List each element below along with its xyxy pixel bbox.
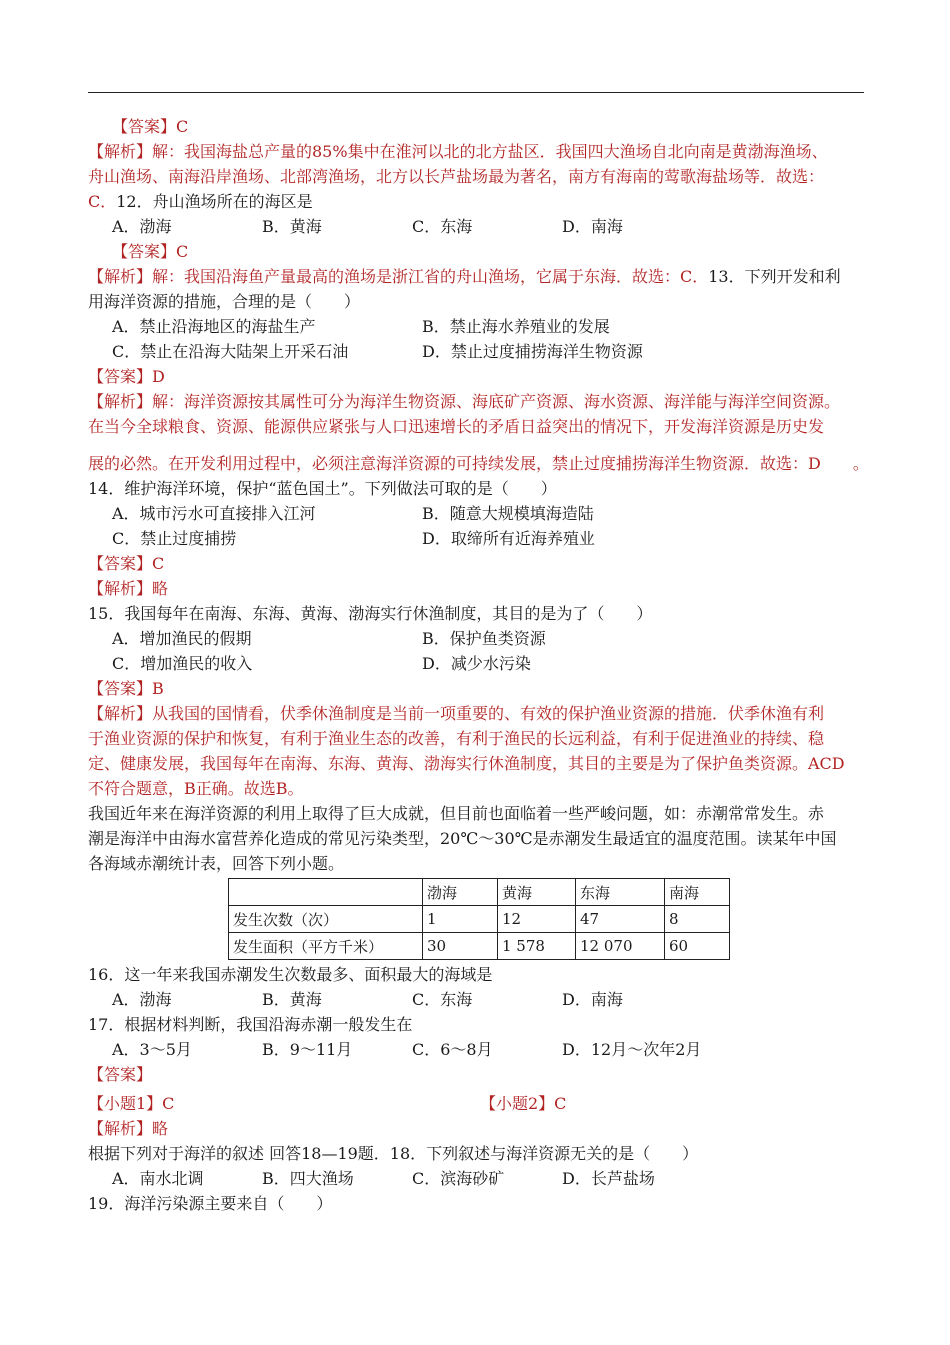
q18-stem: 根据下列对于海洋的叙述 回答18—19题．18．下列叙述与海洋资源无关的是（ ）	[88, 1144, 699, 1163]
q15-analysis-line-3: 定、健康发展，我国每年在南海、东海、黄海、渤海实行休渔制度，其目的主要是为了保护鱼类资源。ACD	[88, 754, 845, 773]
q11-analysis-line-2: 舟山渔场、南海沿岸渔场、北部湾渔场，北方以长芦盐场最为著名，南方有海南的莺歌海盐场等．故选：	[88, 167, 825, 186]
q18-options	[88, 1166, 868, 1191]
q14-option-c: C．禁止过度捕捞	[112, 529, 237, 548]
q12-option-b: B．黄海	[262, 217, 322, 236]
q14-option-d: D．取缔所有近海养殖业	[422, 529, 595, 548]
q12-option-a: A．渤海	[112, 217, 172, 236]
q18-option-c: C．滨海砂矿	[412, 1169, 505, 1188]
q13-analysis-line-2: 在当今全球粮食、资源、能源供应紧张与人口迅速增长的矛盾日益突出的情况下，开发海洋资源是历史发	[88, 417, 825, 436]
q12-analysis: 【解析】解：我国沿海鱼产量最高的渔场是浙江省的舟山渔场，它属于东海．故选：C．	[88, 267, 709, 286]
table-header-row	[229, 879, 730, 906]
q14-option-a: A．城市污水可直接排入江河	[112, 504, 316, 523]
table-header-cell	[229, 879, 423, 906]
table-cell: 12	[498, 906, 576, 933]
q17-sub-answers	[88, 1091, 868, 1116]
q15-options-row-2	[88, 651, 868, 676]
q13-option-a: A．禁止沿海地区的海盐生产	[112, 317, 316, 336]
q18-option-b: B．四大渔场	[262, 1169, 354, 1188]
q11-answer: 【答案】C	[112, 117, 189, 136]
q17-option-b: B．9～11月	[262, 1040, 353, 1059]
red-tide-table	[228, 878, 730, 960]
q17-option-d: D．12月～次年2月	[562, 1040, 702, 1059]
q13-option-c: C．禁止在沿海大陆架上开采石油	[112, 342, 349, 361]
q13-option-d: D．禁止过度捕捞海洋生物资源	[422, 342, 643, 361]
q15-analysis-line-2: 于渔业资源的保护和恢复，有利于渔业生态的改善，有利于渔民的长远利益，有利于促进渔业的持续、稳	[88, 729, 825, 748]
q12-option-d: D．南海	[562, 217, 623, 236]
q12-answer: 【答案】C	[112, 242, 189, 261]
q13-options-row-1	[88, 314, 868, 339]
sub-answer-1: 【小题1】C	[88, 1094, 175, 1113]
q14-options-row-1	[88, 501, 868, 526]
q15-option-b: B．保护鱼类资源	[422, 629, 546, 648]
q15-analysis-line-4: 不符合题意，B正确。故选B。	[88, 779, 304, 798]
q13-analysis-line-3: 展的必然。在开发利用过程中，必须注意海洋资源的可持续发展，禁止过度捕捞海洋生物资源．故选：D 。	[88, 454, 869, 473]
q14-stem: 14．维护海洋环境，保护“蓝色国土”。下列做法可取的是（ ）	[88, 479, 557, 498]
q17-stem: 17．根据材料判断，我国沿海赤潮一般发生在	[88, 1015, 413, 1034]
table-header-cell: 南海	[665, 879, 730, 906]
q17-option-a: A．3～5月	[112, 1040, 192, 1059]
table-row	[229, 906, 730, 933]
q12-option-c: C．东海	[412, 217, 473, 236]
q16-option-c: C．东海	[412, 990, 473, 1009]
sub-answer-2: 【小题2】C	[480, 1094, 567, 1113]
q15-option-a: A．增加渔民的假期	[112, 629, 252, 648]
q16-options	[88, 987, 868, 1012]
material-line-3: 各海域赤潮统计表，回答下列小题。	[88, 854, 345, 873]
q17-options	[88, 1037, 868, 1062]
q16-option-a: A．渤海	[112, 990, 172, 1009]
q12-stem: 12．舟山渔场所在的海区是	[116, 192, 313, 211]
q17-option-c: C．6～8月	[412, 1040, 493, 1059]
material-line-2: 潮是海洋中由海水富营养化造成的常见污染类型，20℃～30℃是赤潮发生最适宜的温度范围。读某年中国	[88, 829, 837, 848]
q15-option-d: D．减少水污染	[422, 654, 531, 673]
q13-options-row-2	[88, 339, 868, 364]
q14-analysis: 【解析】略	[88, 579, 169, 598]
q14-option-b: B．随意大规模填海造陆	[422, 504, 594, 523]
table-cell: 发生次数（次）	[229, 906, 423, 933]
header-rule	[88, 92, 864, 93]
q18-option-a: A．南水北调	[112, 1169, 204, 1188]
table-cell: 8	[665, 906, 730, 933]
q13-answer: 【答案】D	[88, 367, 165, 386]
q14-options-row-2	[88, 526, 868, 551]
q13-stem-start: 13．下列开发和利	[708, 267, 841, 286]
table-cell: 1 578	[498, 933, 576, 960]
q19-stem: 19．海洋污染源主要来自（ ）	[88, 1194, 333, 1213]
q13-option-b: B．禁止海水养殖业的发展	[422, 317, 610, 336]
q16-stem: 16．这一年来我国赤潮发生次数最多、面积最大的海域是	[88, 965, 493, 984]
table-cell: 1	[423, 906, 498, 933]
q16-option-b: B．黄海	[262, 990, 322, 1009]
q15-analysis-line-1: 【解析】从我国的国情看，伏季休渔制度是当前一项重要的、有效的保护渔业资源的措施．伏季休渔有利	[88, 704, 825, 723]
q14-answer: 【答案】C	[88, 554, 165, 573]
q11-analysis-line-1: 【解析】解：我国海盐总产量的85%集中在淮河以北的北方盐区．我国四大渔场自北向南是黄渤海渔场、	[88, 142, 828, 161]
q16-option-d: D．南海	[562, 990, 623, 1009]
q11-analysis-tail: C．	[88, 192, 117, 211]
table-row	[229, 933, 730, 960]
q13-stem-end: 用海洋资源的措施，合理的是（ ）	[88, 292, 361, 311]
q18-option-d: D．长芦盐场	[562, 1169, 655, 1188]
q12-options	[88, 214, 868, 239]
q15-answer: 【答案】B	[88, 679, 164, 698]
table-cell: 60	[665, 933, 730, 960]
table-header-cell: 东海	[576, 879, 665, 906]
document-page	[88, 114, 868, 1216]
material-line-1: 我国近年来在海洋资源的利用上取得了巨大成就，但目前也面临着一些严峻问题，如：赤潮常常发生。赤	[88, 804, 825, 823]
q17-answer: 【答案】	[88, 1065, 153, 1084]
q15-options-row-1	[88, 626, 868, 651]
q15-stem: 15．我国每年在南海、东海、黄海、渤海实行休渔制度，其目的是为了（ ）	[88, 604, 653, 623]
q15-option-c: C．增加渔民的收入	[112, 654, 253, 673]
table-cell: 发生面积（平方千米）	[229, 933, 423, 960]
q13-analysis-line-1: 【解析】解：海洋资源按其属性可分为海洋生物资源、海底矿产资源、海水资源、海洋能与海洋空间资源。	[88, 392, 841, 411]
table-cell: 30	[423, 933, 498, 960]
table-header-cell: 黄海	[498, 879, 576, 906]
q17-analysis: 【解析】略	[88, 1119, 169, 1138]
table-header-cell: 渤海	[423, 879, 498, 906]
q12-analysis-line	[88, 264, 868, 289]
q11-tail-line	[88, 189, 868, 214]
table-cell: 47	[576, 906, 665, 933]
table-cell: 12 070	[576, 933, 665, 960]
